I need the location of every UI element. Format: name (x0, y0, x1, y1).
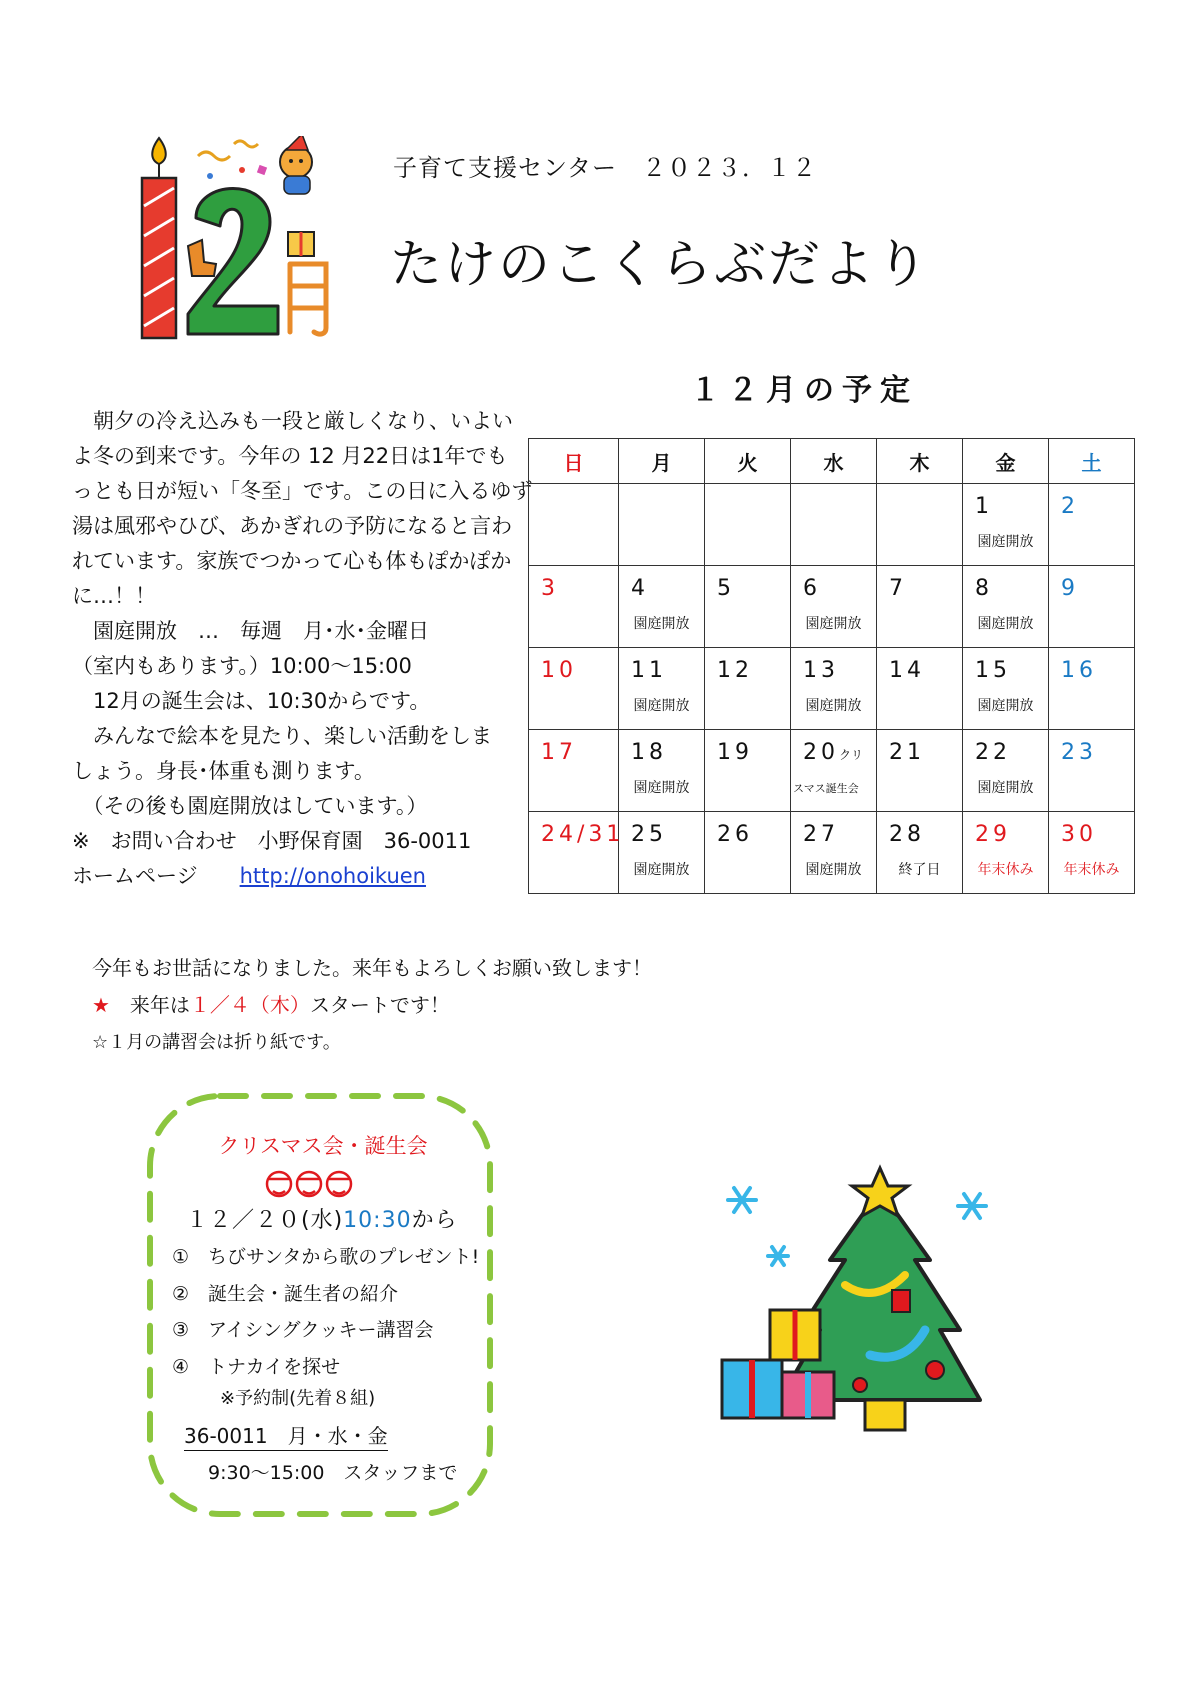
calendar-day-cell (877, 648, 963, 730)
day-number-text: 24/31 (541, 822, 625, 847)
weekday-2: 火 (705, 439, 791, 484)
calendar-day-cell (791, 648, 877, 730)
day-number (631, 576, 649, 601)
calendar-day-cell (705, 566, 791, 648)
intro-line: よ冬の到来です。今年の 12 月22日は1年でも (72, 444, 508, 468)
calendar-day-cell (877, 566, 963, 648)
day-number (803, 576, 821, 601)
logo-text: 12月 (138, 136, 141, 137)
weekday-3: 水 (791, 439, 877, 484)
day-number-text: 9 (1061, 576, 1079, 601)
day-event: 園庭開放 (633, 780, 690, 796)
day-number-text: 1 (975, 494, 993, 519)
intro-line: っとも日が短い「冬至」です。この日に入るゆず (72, 479, 533, 503)
day-number (1061, 822, 1097, 847)
day-event: 園庭開放 (977, 616, 1034, 632)
day-number (1061, 740, 1097, 765)
day-number (541, 740, 577, 765)
calendar-day-cell (963, 812, 1049, 894)
day-number-text: 10 (541, 658, 577, 683)
day-event: 終了日 (898, 862, 941, 878)
calendar-day-cell (963, 730, 1049, 812)
weekday-5: 金 (963, 439, 1049, 484)
calendar-day-cell (1049, 648, 1135, 730)
day-event: 園庭開放 (633, 698, 690, 714)
day-number (541, 576, 559, 601)
calendar-day-cell (529, 484, 619, 566)
day-event: 園庭開放 (805, 698, 862, 714)
event-program-list (172, 1239, 479, 1385)
program-item: ① ちびサンタから歌のプレゼント! (172, 1246, 480, 1268)
day-event: 園庭開放 (977, 698, 1034, 714)
day-number (803, 740, 863, 765)
calendar-week (529, 566, 1135, 648)
calendar-week (529, 484, 1135, 566)
calendar-title: １２月の予定 (690, 373, 918, 408)
day-number-text: 6 (803, 576, 821, 601)
calendar-day-cell (1049, 730, 1135, 812)
calendar-day-cell (1049, 566, 1135, 648)
day-number-text: 27 (803, 822, 839, 847)
calendar-day-cell (705, 730, 791, 812)
day-number (803, 822, 839, 847)
day-number (975, 658, 1011, 683)
intro-line: ※ お問い合わせ 小野保育園 36-0011 (72, 829, 472, 853)
restart-prefix: 来年は (109, 993, 190, 1017)
calendar-week (529, 730, 1135, 812)
day-number-text: 17 (541, 740, 577, 765)
day-number-text: 19 (717, 740, 753, 765)
day-event: 年末休み (977, 862, 1034, 878)
calendar-week (529, 812, 1135, 894)
day-number-text: 12 (717, 658, 753, 683)
day-number (631, 822, 667, 847)
day-number-text: 18 (631, 740, 667, 765)
day-event: 園庭開放 (805, 616, 862, 632)
intro-line: に…！！ (72, 584, 156, 608)
calendar-day-cell (791, 812, 877, 894)
day-number (717, 822, 753, 847)
december-calendar (528, 438, 1135, 894)
santa-faces-icon (264, 1166, 354, 1200)
star-icon: ★ (92, 993, 110, 1017)
calendar-day-cell (619, 484, 705, 566)
organization-date-line: 子育て支援センター ２０２３．１２ (393, 154, 818, 182)
calendar-day-cell (1049, 812, 1135, 894)
day-number-text: 11 (631, 658, 667, 683)
calendar-day-cell (529, 730, 619, 812)
day-number-text: 23 (1061, 740, 1097, 765)
calendar-day-cell (877, 812, 963, 894)
calendar-day-cell (529, 648, 619, 730)
day-number (717, 576, 735, 601)
homepage-link[interactable]: http://onohoikuen (239, 864, 426, 888)
day-number (889, 576, 907, 601)
weekday-4: 木 (877, 439, 963, 484)
calendar-day-cell (529, 812, 625, 894)
event-hours: 9:30～15:00 スタッフまで (208, 1462, 458, 1484)
calendar-day-cell (963, 566, 1049, 648)
calendar-day-cell (619, 812, 705, 894)
intro-line: 朝夕の冷え込みも一段と厳しくなり、いよい (72, 409, 513, 433)
day-number-suffix: クリ (839, 748, 864, 762)
calendar-day-cell (877, 484, 963, 566)
day-number (631, 658, 667, 683)
day-number-text: 20 (803, 740, 839, 765)
newsletter-title: たけのこくらぶだより (390, 235, 931, 295)
day-number-text: 8 (975, 576, 993, 601)
day-number-text: 22 (975, 740, 1011, 765)
intro-line: 12月の誕生会は、10:30からです。 (72, 689, 431, 713)
day-number (1061, 576, 1079, 601)
day-number-text: 21 (889, 740, 925, 765)
program-item: ③ アイシングクッキー講習会 (172, 1319, 434, 1341)
day-number (541, 822, 624, 847)
day-event: スマス誕生会 (793, 782, 859, 795)
event-date: １２／２０(水) (186, 1208, 344, 1233)
day-number (717, 740, 753, 765)
day-number-text: 13 (803, 658, 839, 683)
calendar-day-cell (791, 730, 877, 812)
day-number-text: 29 (975, 822, 1011, 847)
day-number-text: 14 (889, 658, 925, 683)
day-number-text: 5 (717, 576, 735, 601)
christmas-tree-illustration (710, 1160, 1010, 1460)
intro-line: 湯は風邪やひび、あかぎれの予防になると言わ (72, 514, 513, 538)
december-logo-illustration (138, 136, 358, 346)
program-item: ② 誕生会・誕生者の紹介 (172, 1282, 399, 1305)
day-event: 園庭開放 (633, 616, 690, 632)
day-number-text: 26 (717, 822, 753, 847)
day-event: 園庭開放 (977, 780, 1034, 796)
day-number (889, 658, 925, 683)
restart-date: １／４（木） (189, 993, 310, 1017)
day-number-text: 7 (889, 576, 907, 601)
intro-text (72, 404, 533, 894)
event-title: クリスマス会・誕生会 (218, 1134, 428, 1158)
day-number-text: 25 (631, 822, 667, 847)
calendar-day-cell (529, 566, 619, 648)
program-item: ④ トナカイを探せ (172, 1355, 341, 1378)
calendar-day-cell (705, 648, 791, 730)
intro-line: （その後も園庭開放はしています。） (72, 794, 428, 818)
day-number-text: 30 (1061, 822, 1097, 847)
calendar-day-cell (619, 566, 705, 648)
intro-line: みんなで絵本を見たり、楽しい活動をしま (72, 724, 492, 748)
homepage-line (72, 859, 524, 894)
intro-line: 園庭開放 … 毎週 月･水･金曜日 (72, 619, 429, 643)
day-number (1061, 494, 1079, 519)
day-number (541, 658, 577, 683)
reservation-note: ※予約制(先着８組) (220, 1388, 376, 1409)
day-number (975, 822, 1011, 847)
event-datetime (186, 1203, 458, 1234)
homepage-label: ホームページ (72, 864, 219, 888)
event-time: 10:30 (343, 1208, 412, 1233)
day-number (803, 658, 839, 683)
calendar-day-cell (1049, 484, 1135, 566)
weekday-1: 月 (619, 439, 705, 484)
intro-line: れています。家族でつかって心も体もぽかぽか (72, 549, 512, 573)
day-number (631, 740, 667, 765)
day-number (975, 494, 993, 519)
day-event: 園庭開放 (633, 862, 690, 878)
calendar-day-cell (963, 648, 1049, 730)
calendar-day-cell (791, 566, 877, 648)
calendar-day-cell (619, 730, 705, 812)
day-event: 園庭開放 (977, 534, 1034, 550)
january-workshop-line: ☆１月の講習会は折り紙です。 (92, 1032, 341, 1053)
day-number (1061, 658, 1097, 683)
day-number (975, 740, 1011, 765)
weekday-6: 土 (1049, 439, 1135, 484)
day-event: 園庭開放 (805, 862, 862, 878)
calendar-day-cell (705, 484, 791, 566)
day-number-text: 2 (1061, 494, 1079, 519)
intro-line: （室内もあります。）10:00～15:00 (72, 654, 412, 678)
calendar-day-cell (877, 730, 963, 812)
event-date-suffix: から (411, 1208, 458, 1233)
day-number (889, 740, 925, 765)
intro-line: しょう。身長･体重も測ります。 (72, 759, 375, 783)
day-event: 年末休み (1063, 862, 1120, 878)
day-number-text: 16 (1061, 658, 1097, 683)
day-number-text: 15 (975, 658, 1011, 683)
calendar-day-cell (963, 484, 1049, 566)
restart-suffix: スタートです！ (309, 993, 450, 1017)
day-number-text: 28 (889, 822, 925, 847)
day-number-text: 3 (541, 576, 559, 601)
calendar-day-cell (705, 812, 791, 894)
restart-line (92, 987, 652, 1024)
day-number (717, 658, 753, 683)
day-number (889, 822, 925, 847)
calendar-weekday-header (529, 439, 1135, 484)
thanks-line: 今年もお世話になりました。来年もよろしくお願い致します！ (92, 956, 652, 980)
calendar-day-cell (791, 484, 877, 566)
calendar-week (529, 648, 1135, 730)
day-number (975, 576, 993, 601)
calendar-day-cell (619, 648, 705, 730)
day-number-text: 4 (631, 576, 649, 601)
event-phone: 36-0011 月・水・金 (184, 1420, 388, 1451)
year-end-notes (92, 950, 652, 1061)
weekday-0: 日 (529, 439, 619, 484)
